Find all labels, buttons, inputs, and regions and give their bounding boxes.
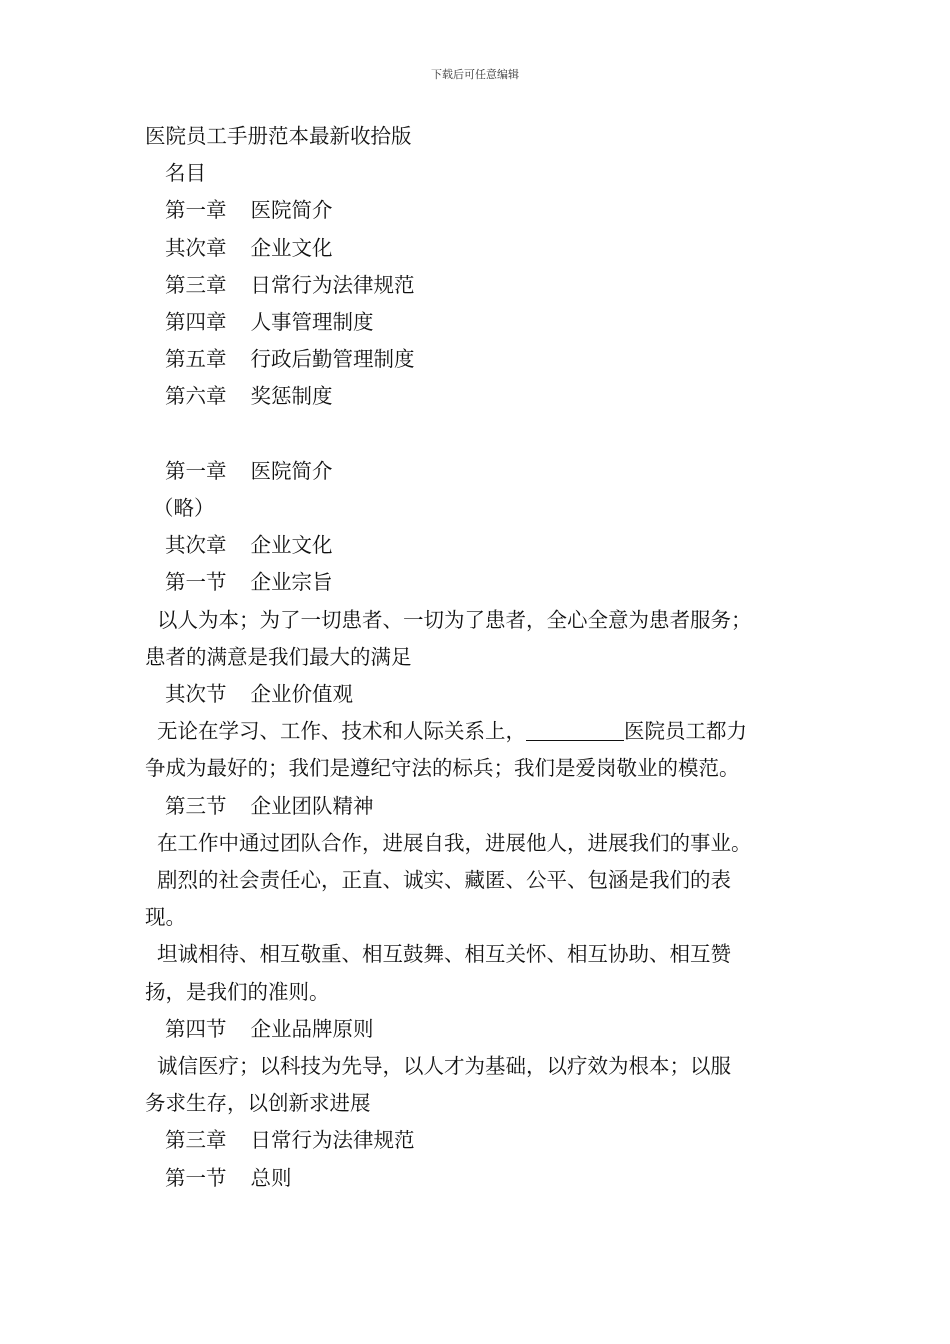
toc-item: 第一章 医院简介	[165, 198, 333, 223]
section-heading: 第一节 企业宗旨	[165, 570, 333, 595]
page-header-note: 下载后可任意编辑	[431, 68, 519, 81]
section-heading: 第一节 总则	[165, 1165, 292, 1190]
paragraph-line: 争成为最好的；我们是遵纪守法的标兵；我们是爱岗敬业的模范。	[145, 756, 740, 781]
chapter-heading: 其次章 企业文化	[165, 533, 333, 558]
paragraph-line: 诚信医疗；以科技为先导，以人才为基础，以疗效为根本；以服	[157, 1054, 731, 1079]
paragraph-line: 坦诚相待、相互敬重、相互鼓舞、相互关怀、相互协助、相互赞	[157, 942, 731, 967]
table-of-contents	[145, 192, 817, 415]
toc-item: 第三章 日常行为法律规范	[165, 272, 415, 297]
document-body	[145, 118, 817, 1197]
chapter-body: （略）	[153, 496, 215, 521]
toc-item: 第六章 奖惩制度	[165, 384, 333, 409]
paragraph-line: 无论在学习、工作、技术和人际关系上， 医院员工都力	[157, 719, 747, 744]
document-title: 医院员工手册范本最新收拾版	[145, 124, 412, 148]
paragraph-line: 务求生存，以创新求进展	[145, 1091, 371, 1116]
toc-item: 第五章 行政后勤管理制度	[165, 347, 415, 372]
paragraph-line: 剧烈的社会责任心，正直、诚实、藏匿、公平、包涵是我们的表	[157, 868, 731, 893]
toc-item: 其次章 企业文化	[165, 235, 333, 260]
paragraph-line: 以人为本；为了一切患者、一切为了患者，全心全意为患者服务；	[157, 607, 752, 632]
chapter-heading: 第一章 医院简介	[165, 458, 333, 483]
toc-title: 名目	[165, 161, 206, 186]
toc-item: 第四章 人事管理制度	[165, 310, 374, 335]
chapter-heading: 第三章 日常行为法律规范	[165, 1128, 415, 1153]
section-heading: 第四节 企业品牌原则	[165, 1016, 374, 1041]
paragraph-line: 患者的满意是我们最大的满足	[145, 644, 412, 669]
paragraph-line: 扬，是我们的准则。	[145, 979, 330, 1004]
paragraph-line: 在工作中通过团队合作，进展自我，进展他人，进展我们的事业。	[157, 830, 752, 855]
section-heading: 其次节 企业价值观	[165, 682, 353, 707]
section-heading: 第三节 企业团队精神	[165, 793, 374, 818]
fill-in-blank	[526, 722, 624, 741]
paragraph-line: 现。	[145, 905, 186, 930]
